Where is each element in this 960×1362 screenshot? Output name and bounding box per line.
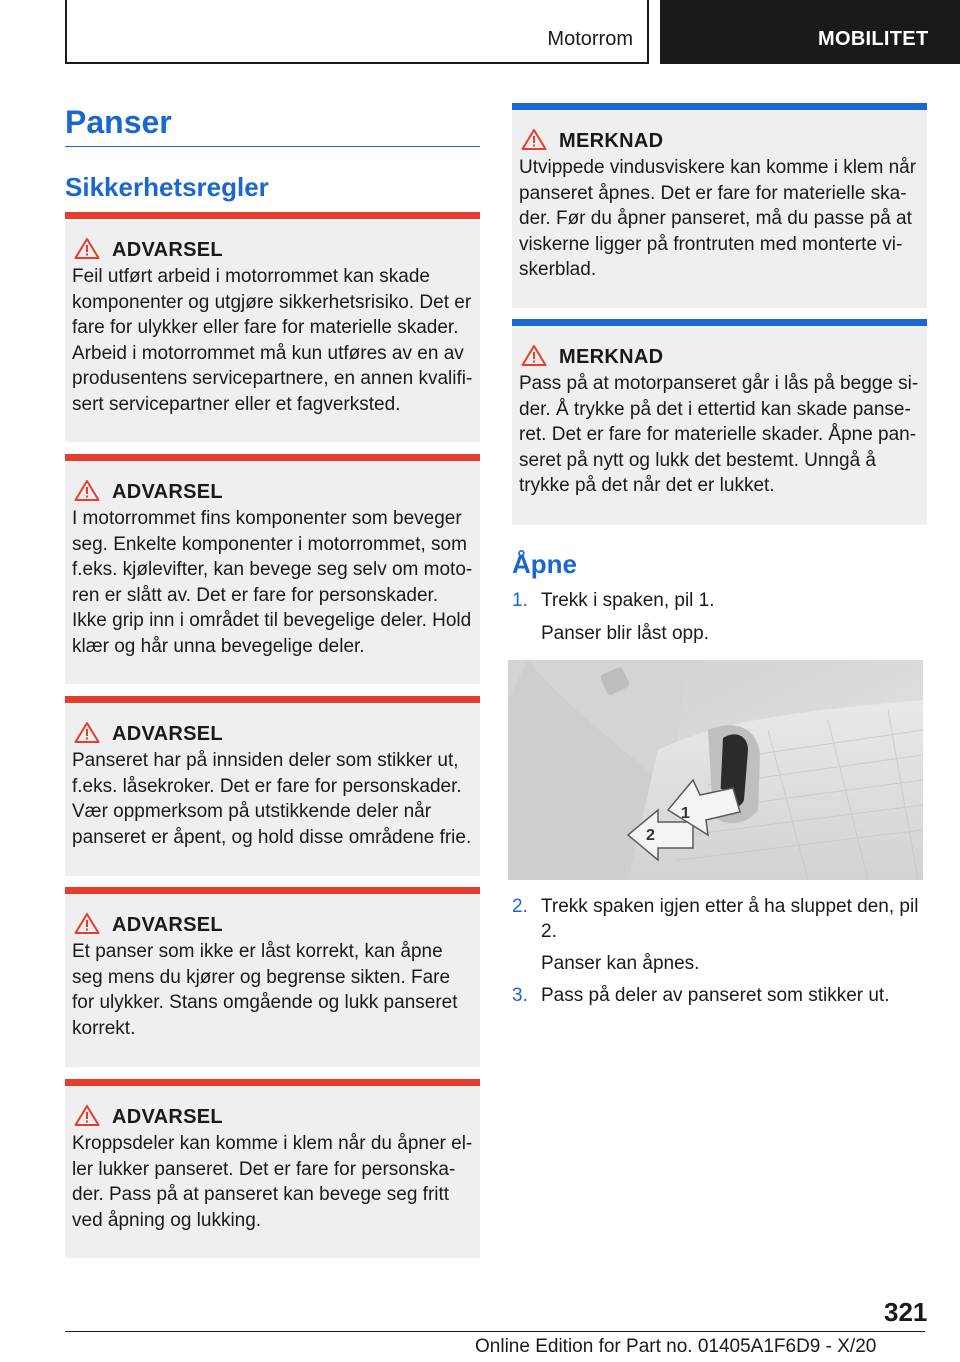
warning-title: ADVARSEL [112, 914, 223, 936]
arrow-label-1: 1 [681, 805, 690, 822]
step-number: 1. [512, 590, 528, 611]
arrow-label-2: 2 [646, 827, 655, 844]
warning-text: Panseret har på innsiden deler som stikker ut, f.eks. låsekroker. Det er fare for personskader. Vær oppmerksom på utstikkende deler når panseret er åpent, og hold disse områdene frie. [72, 750, 472, 848]
footer-divider [65, 1331, 925, 1332]
warning-box-1 [65, 212, 480, 442]
step-number: 3. [512, 985, 528, 1006]
warning-text: Kroppsdeler kan komme i klem når du åpner eller lukker panseret. Det er fare for personskader. Pass på at panseret kan bevege seg fritt ved åpning og lukking. [72, 1133, 473, 1231]
warning-title: ADVARSEL [112, 1106, 223, 1128]
header-section-tab [65, 0, 649, 64]
warning-text: I motorrommet fins komponenter som beveger seg. Enkelte komponenter i motorrommet, som f.eks. kjølevifter, kan bevege seg selv om motoren er slått av. Det er fare for personskader. Ikke grip inn i området til bevegelige deler. Hold klær og hår unna bevegelige deler. [72, 508, 473, 657]
header-chapter-label: MOBILITET [818, 28, 929, 50]
warning-text: Et panser som ikke er låst korrekt, kan åpne seg mens du kjører og begrense sikten. Fare for ulykker. Stans omgående og lukk panseret korrekt. [72, 941, 458, 1039]
step-text: Pass på deler av panseret som stikker ut. [541, 985, 890, 1006]
warning-title: ADVARSEL [112, 723, 223, 745]
warning-title: ADVARSEL [112, 239, 223, 261]
page-title: Panser [65, 104, 172, 140]
warning-box-5 [65, 1079, 480, 1258]
notice-triangle-icon [521, 128, 547, 150]
notice-title: MERKNAD [559, 130, 664, 152]
step-1 [512, 588, 922, 614]
warning-box-3 [65, 696, 480, 876]
warning-triangle-icon [74, 912, 100, 934]
title-divider [65, 146, 480, 147]
footer-edition: Online Edition for Part no. 01405A1F6D9 - X/20 [475, 1336, 877, 1357]
warning-box-4 [65, 887, 480, 1067]
header-section-label: Motorrom [547, 28, 633, 50]
warning-triangle-icon [74, 237, 100, 259]
step-text: Trekk i spaken, pil 1. [541, 590, 715, 611]
step-number: 2. [512, 896, 528, 917]
warning-triangle-icon [74, 1104, 100, 1126]
section-heading-open: Åpne [512, 549, 577, 579]
warning-triangle-icon [74, 479, 100, 501]
notice-triangle-icon [521, 344, 547, 366]
warning-title: ADVARSEL [112, 481, 223, 503]
step-text: Trekk spaken igjen etter å ha sluppet den, pil 2. [541, 896, 919, 942]
notice-text: Pass på at motorpanseret går i lås på begge sider. Å trykke på det i ettertid kan skade panseret. Det er fare for materielle skader. Åpne panseret på nytt og lukk det bestemt. Unngå å trykke på det når det er lukket. [519, 373, 919, 496]
step-2 [512, 894, 922, 946]
step-2-result: Panser kan åpnes. [541, 953, 700, 974]
step-1-result: Panser blir låst opp. [541, 623, 709, 644]
warning-box-2 [65, 454, 480, 684]
notice-title: MERKNAD [559, 346, 664, 368]
step-3 [512, 983, 922, 1009]
header-chapter-tab [660, 0, 960, 64]
warning-triangle-icon [74, 721, 100, 743]
notice-box-1 [512, 103, 927, 308]
warning-text: Feil utført arbeid i motorrommet kan skade komponenter og utgjøre sikkerhetsrisiko. Det er fare for ulykker eller fare for materielle skader. Arbeid i motorrommet må kun utføres av en av produsentens servicepartnere, en annen kvalifisert servicepartner eller et fagverksted. [72, 266, 473, 415]
hood-release-lever-image [508, 660, 923, 880]
page-number: 321 [884, 1297, 928, 1327]
hood-release-illustration [508, 660, 923, 880]
notice-text: Utvippede vindusviskere kan komme i klem når panseret åpnes. Det er fare for materielle skader. Før du åpner panseret, må du passe på at viskerne ligger på frontruten med monterte viskerblad. [519, 157, 917, 280]
notice-box-2 [512, 319, 927, 525]
section-heading-safety: Sikkerhetsregler [65, 172, 269, 202]
